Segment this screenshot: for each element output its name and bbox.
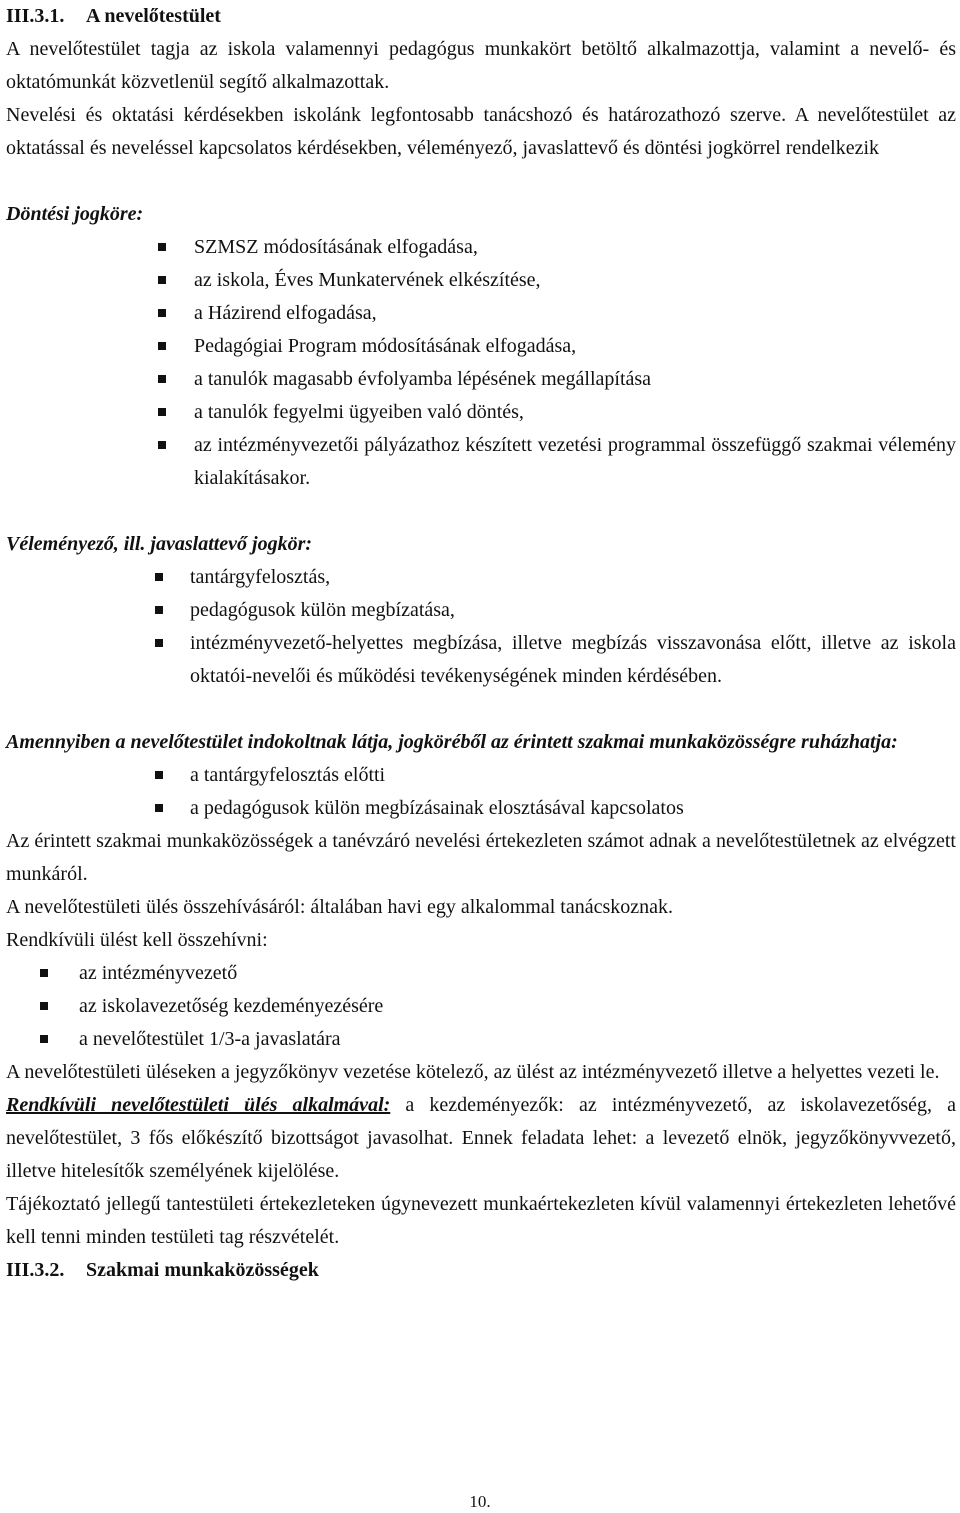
opinion-list bbox=[6, 561, 956, 693]
section-heading bbox=[6, 0, 956, 33]
special-meeting-text: a kezdeményezők: az intézményvezető, az iskolavezetőség, a nevelőtestület, 3 fős előkészítő bizottságot javasolhat. Ennek feladata lehet: a levezető elnök, jegyzőkönyvvezető, illetve hitelesítők személyének kijelölése. bbox=[6, 1094, 956, 1182]
intro-paragraph-2: Nevelési és oktatási kérdésekben iskolánk legfontosabb tanácshozó és határozathozó szerve. A nevelőtestület az oktatással és neveléssel kapcsolatos kérdésekben, véleményező, javaslattevő és döntési jogkörrel rendelkezik bbox=[6, 104, 956, 159]
meeting-paragraph: A nevelőtestületi ülés összehívásáról: általában havi egy alkalommal tanácskoznak. bbox=[6, 896, 674, 918]
list-item: a tantárgyfelosztás előtti bbox=[6, 759, 956, 792]
list-item: a nevelőtestület 1/3-a javaslatára bbox=[6, 1023, 956, 1056]
minutes-paragraph: A nevelőtestületi üléseken a jegyzőkönyv vezetése kötelező, az ülést az intézményvezető illetve a helyettes vezeti le. bbox=[6, 1061, 940, 1083]
section-number: III.3.1. bbox=[6, 5, 65, 27]
special-meeting-lead: Rendkívüli nevelőtestületi ülés alkalmával: bbox=[6, 1094, 391, 1116]
info-paragraph: Tájékoztató jellegű tantestületi értekezleteken úgynevezett munkaértekezleten kívül valamennyi értekezleten lehetővé kell tenni minden testületi tag részvételét. bbox=[6, 1193, 956, 1248]
list-item: az iskolavezetőség kezdeményezésére bbox=[6, 990, 956, 1023]
delegation-heading: Amennyiben a nevelőtestület indokoltnak látja, jogköréből az érintett szakmai munkaközösségre ruházhatja: bbox=[6, 731, 898, 753]
intro-paragraph-1: A nevelőtestület tagja az iskola valamennyi pedagógus munkakört betöltő alkalmazottja, valamint a nevelő- és oktatómunkát közvetlenül segítő alkalmazottak. bbox=[6, 38, 956, 93]
next-section-number: III.3.2. bbox=[6, 1259, 65, 1281]
document-page bbox=[6, 0, 956, 1287]
list-item: Pedagógiai Program módosításának elfogadása, bbox=[6, 330, 956, 363]
next-section-heading bbox=[6, 1254, 956, 1287]
list-item: az intézményvezető bbox=[6, 957, 956, 990]
list-item: a Házirend elfogadása, bbox=[6, 297, 956, 330]
page-number: 10. bbox=[469, 1492, 491, 1511]
list-item: a pedagógusok külön megbízásainak elosztásával kapcsolatos bbox=[6, 792, 956, 825]
delegation-list bbox=[6, 759, 956, 825]
decision-heading: Döntési jogköre: bbox=[6, 203, 144, 225]
list-item: a tanulók fegyelmi ügyeiben való döntés, bbox=[6, 396, 956, 429]
special-meeting-paragraph bbox=[6, 1089, 956, 1188]
list-item: a tanulók magasabb évfolyamba lépésének megállapítása bbox=[6, 363, 956, 396]
decision-list bbox=[6, 231, 956, 495]
opinion-heading: Véleményező, ill. javaslattevő jogkör: bbox=[6, 533, 313, 555]
report-paragraph: Az érintett szakmai munkaközösségek a tanévzáró nevelési értekezleten számot adnak a nevelőtestületnek az elvégzett munkáról. bbox=[6, 830, 956, 885]
list-item: az intézményvezetői pályázathoz készített vezetési programmal összefüggő szakmai vélemény kialakításakor. bbox=[6, 429, 956, 495]
list-item: az iskola, Éves Munkatervének elkészítése, bbox=[6, 264, 956, 297]
list-item: intézményvezető-helyettes megbízása, illetve megbízás visszavonása előtt, illetve az iskola oktatói-nevelői és működési tevékenységének minden kérdésében. bbox=[6, 627, 956, 693]
list-item: SZMSZ módosításának elfogadása, bbox=[6, 231, 956, 264]
list-item: tantárgyfelosztás, bbox=[6, 561, 956, 594]
next-section-title: Szakmai munkaközösségek bbox=[86, 1259, 319, 1281]
list-item: pedagógusok külön megbízatása, bbox=[6, 594, 956, 627]
section-title: A nevelőtestület bbox=[86, 5, 221, 27]
extraordinary-list bbox=[6, 957, 956, 1056]
extraordinary-intro: Rendkívüli ülést kell összehívni: bbox=[6, 929, 268, 951]
